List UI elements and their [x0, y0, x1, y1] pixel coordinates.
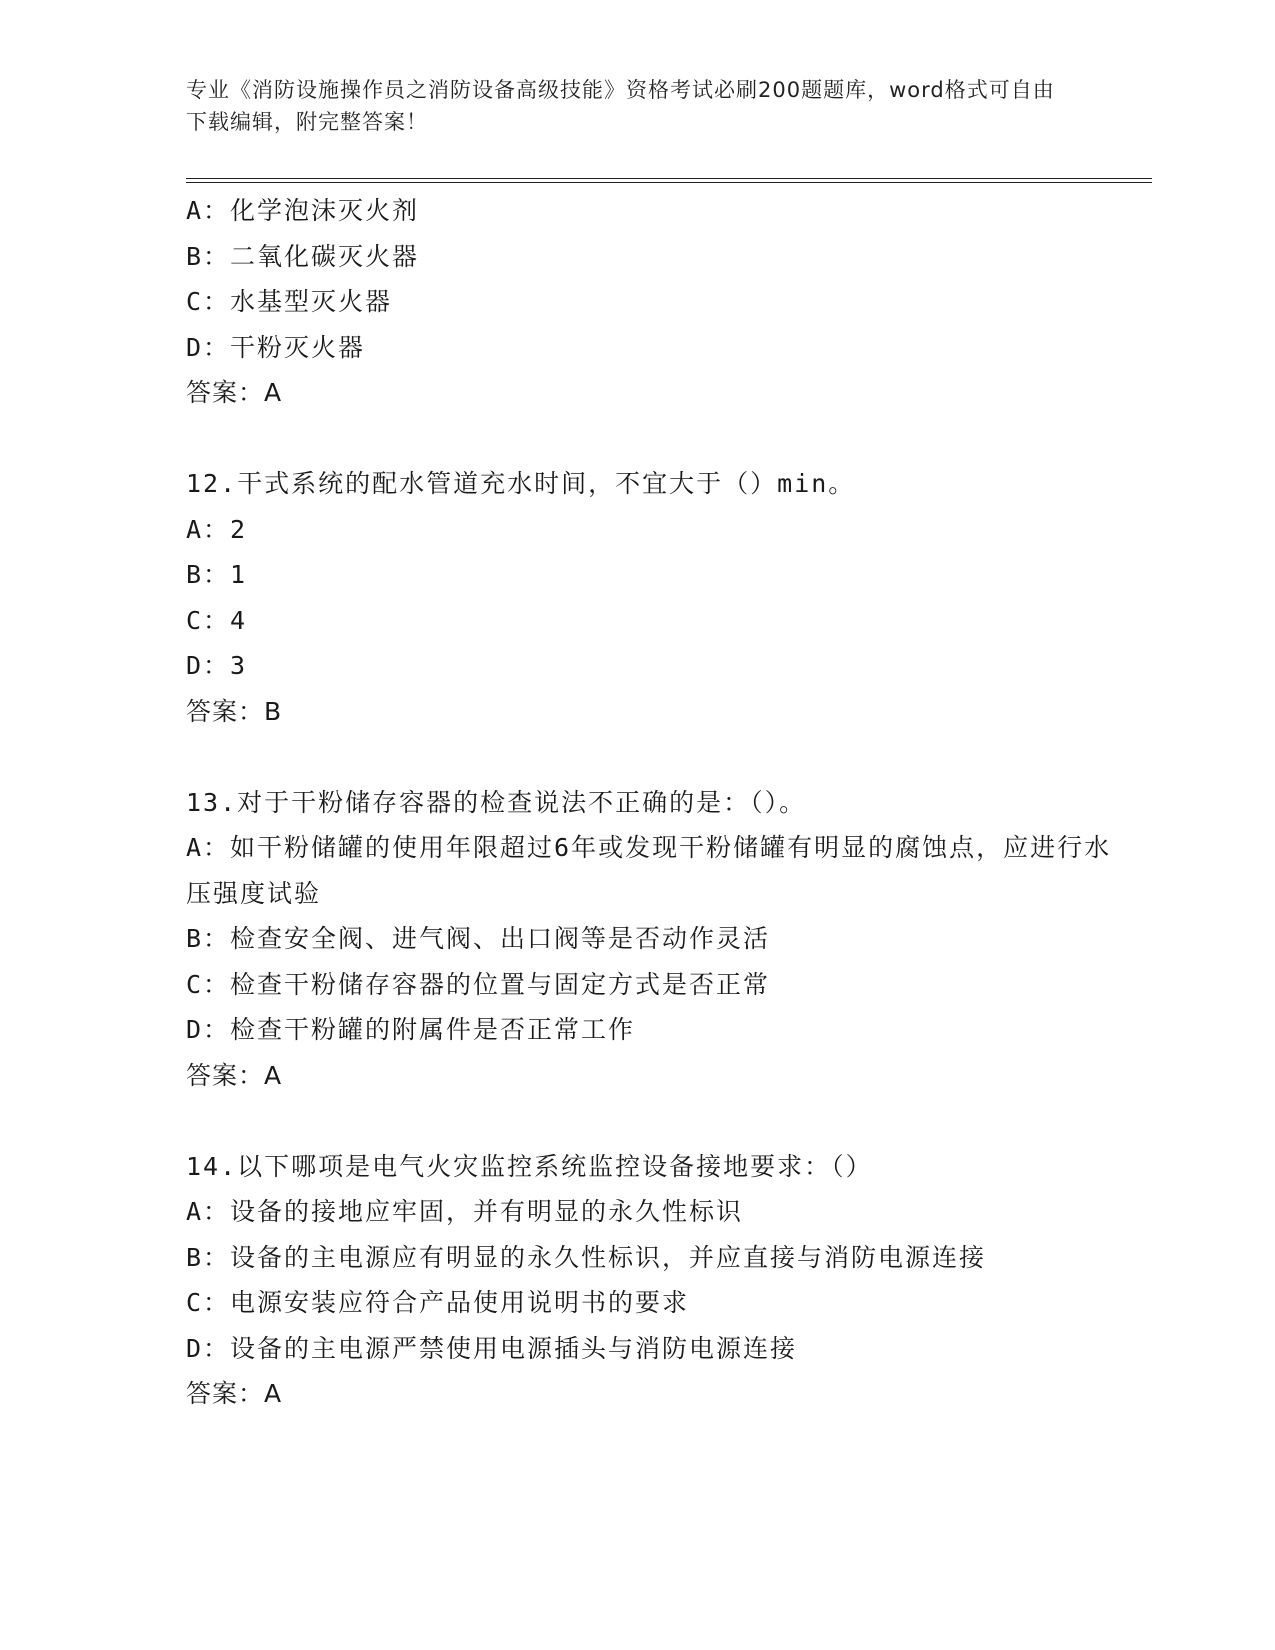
option-c: C：检查干粉储存容器的位置与固定方式是否正常 — [186, 969, 771, 999]
spacer — [186, 734, 1126, 780]
header-rule-top — [186, 178, 1152, 179]
answer-line: 答案：B — [186, 696, 283, 726]
answer-line: 答案：A — [186, 1379, 283, 1408]
option-a: A：化学泡沫灭火剂 — [186, 196, 420, 225]
option-a: A：2 — [186, 514, 248, 544]
option-c: C：水基型灭火器 — [186, 287, 393, 316]
option-a: A：如干粉储罐的使用年限超过6年或发现干粉储罐有明显的腐蚀点，应进行水压强度试验 — [186, 833, 1112, 908]
option-b: B：设备的主电源应有明显的永久性标识，并应直接与消防电源连接 — [186, 1242, 987, 1272]
spacer — [186, 1098, 1126, 1144]
option-b: B：1 — [186, 560, 248, 589]
option-d: D：检查干粉罐的附属件是否正常工作 — [186, 1015, 636, 1044]
question-block-12 — [186, 461, 1126, 734]
option-d: D：干粉灭火器 — [186, 332, 366, 362]
option-c: C：电源安装应符合产品使用说明书的要求 — [186, 1288, 690, 1317]
option-b: B：二氧化碳灭火器 — [186, 241, 420, 271]
option-d: D：设备的主电源严禁使用电源插头与消防电源连接 — [186, 1333, 798, 1363]
document-header: 专业《消防设施操作员之消防设备高级技能》资格考试必刷200题题库，word格式可自由下载编辑，附完整答案！ — [186, 78, 1055, 134]
header-rule-bottom — [186, 182, 1152, 183]
option-c: C：4 — [186, 605, 248, 635]
question-block-13 — [186, 780, 1126, 1099]
question-list — [186, 188, 1126, 1417]
answer-line: 答案：A — [186, 378, 283, 407]
option-a: A：设备的接地应牢固，并有明显的永久性标识 — [186, 1197, 744, 1226]
question-text: 13.对于干粉储存容器的检查说法不正确的是：（）。 — [186, 787, 807, 817]
option-d: D：3 — [186, 651, 248, 680]
answer-line: 答案：A — [186, 1060, 283, 1090]
question-block-11 — [186, 188, 1126, 416]
question-text: 14.以下哪项是电气火灾监控系统监控设备接地要求：（） — [186, 1151, 873, 1181]
spacer — [186, 416, 1126, 462]
question-text: 12.干式系统的配水管道充水时间，不宜大于（）min。 — [186, 469, 856, 498]
question-block-14 — [186, 1144, 1126, 1417]
option-b: B：检查安全阀、进气阀、出口阀等是否动作灵活 — [186, 924, 771, 953]
